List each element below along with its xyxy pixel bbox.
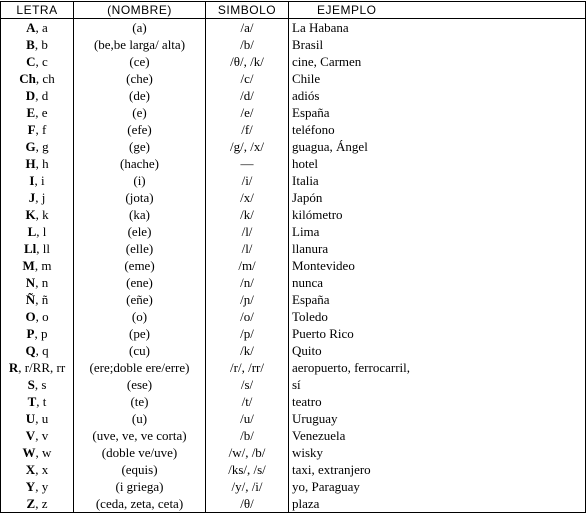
letra-separator: , bbox=[35, 105, 42, 120]
letra-separator: , bbox=[18, 360, 25, 375]
cell-ejemplo: teatro bbox=[289, 393, 586, 410]
table-row bbox=[1, 36, 586, 53]
letra-separator: , bbox=[35, 445, 43, 460]
letra-upper: Ch bbox=[19, 71, 36, 86]
letra-upper: H bbox=[25, 156, 36, 171]
cell-nombre: (e) bbox=[74, 104, 206, 121]
table-row bbox=[1, 359, 586, 376]
letra-upper: E bbox=[26, 105, 36, 120]
cell-letra bbox=[1, 87, 74, 104]
cell-simbolo: /t/ bbox=[206, 393, 289, 410]
table-row bbox=[1, 325, 586, 342]
table-row bbox=[1, 376, 586, 393]
letra-separator: , bbox=[36, 224, 43, 239]
cell-ejemplo: taxi, extranjero bbox=[289, 461, 586, 478]
cell-nombre: (ere;doble ere/erre) bbox=[74, 359, 206, 376]
letra-separator: , bbox=[35, 496, 42, 511]
letra-separator: , bbox=[36, 241, 43, 256]
cell-simbolo: /l/ bbox=[206, 223, 289, 240]
table-row bbox=[1, 172, 586, 189]
cell-nombre: (efe) bbox=[74, 121, 206, 138]
table-row bbox=[1, 308, 586, 325]
letra-separator: , bbox=[35, 71, 43, 86]
cell-ejemplo: yo, Paraguay bbox=[289, 478, 586, 495]
cell-simbolo: /k/ bbox=[206, 342, 289, 359]
table-row bbox=[1, 274, 586, 291]
cell-nombre: (ene) bbox=[74, 274, 206, 291]
letra-lower: z bbox=[41, 496, 48, 511]
cell-nombre: (de) bbox=[74, 87, 206, 104]
table-row bbox=[1, 257, 586, 274]
cell-simbolo: /x/ bbox=[206, 189, 289, 206]
cell-ejemplo: Venezuela bbox=[289, 427, 586, 444]
cell-ejemplo: llanura bbox=[289, 240, 586, 257]
table-body bbox=[1, 19, 586, 513]
table-row bbox=[1, 240, 586, 257]
cell-simbolo: /ɲ/ bbox=[206, 291, 289, 308]
letra-lower: w bbox=[42, 445, 52, 460]
letra-lower: s bbox=[41, 377, 47, 392]
letra-upper: Ll bbox=[23, 241, 37, 256]
cell-nombre: (i) bbox=[74, 172, 206, 189]
cell-nombre: (hache) bbox=[74, 155, 206, 172]
letra-upper: C bbox=[26, 54, 36, 69]
cell-nombre: (ele) bbox=[74, 223, 206, 240]
letra-upper: Q bbox=[25, 343, 36, 358]
cell-letra bbox=[1, 427, 74, 444]
cell-nombre: (che) bbox=[74, 70, 206, 87]
letra-upper: F bbox=[27, 122, 36, 137]
letra-lower: u bbox=[41, 411, 49, 426]
cell-simbolo: /o/ bbox=[206, 308, 289, 325]
header-nombre: (NOMBRE) bbox=[74, 2, 206, 19]
cell-letra bbox=[1, 104, 74, 121]
letra-upper: G bbox=[25, 139, 36, 154]
cell-ejemplo: La Habana bbox=[289, 19, 586, 37]
table-row bbox=[1, 19, 586, 37]
cell-letra bbox=[1, 189, 74, 206]
cell-letra bbox=[1, 19, 74, 37]
cell-letra bbox=[1, 478, 74, 495]
letra-upper: V bbox=[25, 428, 36, 443]
letra-lower: v bbox=[41, 428, 49, 443]
letra-upper: B bbox=[26, 37, 35, 52]
cell-ejemplo: Brasil bbox=[289, 36, 586, 53]
cell-letra bbox=[1, 172, 74, 189]
letra-separator: , bbox=[35, 428, 42, 443]
letra-separator: , bbox=[35, 54, 43, 69]
letra-separator: , bbox=[35, 190, 42, 205]
cell-ejemplo: Montevideo bbox=[289, 257, 586, 274]
table-row bbox=[1, 291, 586, 308]
cell-ejemplo: España bbox=[289, 291, 586, 308]
letra-upper: Y bbox=[25, 479, 36, 494]
cell-letra bbox=[1, 291, 74, 308]
cell-ejemplo: cine, Carmen bbox=[289, 53, 586, 70]
letra-lower: y bbox=[41, 479, 49, 494]
letra-lower: h bbox=[42, 156, 49, 171]
cell-simbolo: /b/ bbox=[206, 36, 289, 53]
cell-simbolo: /p/ bbox=[206, 325, 289, 342]
letra-lower: a bbox=[42, 20, 48, 35]
letra-lower: p bbox=[40, 326, 48, 341]
letra-upper: T bbox=[27, 394, 37, 409]
letra-upper: R bbox=[8, 360, 19, 375]
cell-ejemplo: hotel bbox=[289, 155, 586, 172]
letra-separator: , bbox=[34, 37, 42, 52]
letra-upper: O bbox=[25, 309, 36, 324]
cell-simbolo: /w/, /b/ bbox=[206, 444, 289, 461]
table-row bbox=[1, 478, 586, 495]
cell-nombre: (ceda, zeta, ceta) bbox=[74, 495, 206, 513]
cell-nombre: (eñe) bbox=[74, 291, 206, 308]
letra-separator: , bbox=[35, 462, 42, 477]
cell-ejemplo: Puerto Rico bbox=[289, 325, 586, 342]
letra-separator: , bbox=[35, 156, 43, 171]
table-row bbox=[1, 189, 586, 206]
table-row bbox=[1, 393, 586, 410]
cell-ejemplo: sí bbox=[289, 376, 586, 393]
cell-letra bbox=[1, 495, 74, 513]
letra-separator: , bbox=[35, 411, 42, 426]
letra-lower: o bbox=[42, 309, 49, 324]
table-row bbox=[1, 121, 586, 138]
letra-lower: i bbox=[40, 173, 45, 188]
cell-nombre: (uve, ve, ve corta) bbox=[74, 427, 206, 444]
cell-letra bbox=[1, 155, 74, 172]
letra-lower: q bbox=[42, 343, 49, 358]
cell-letra bbox=[1, 325, 74, 342]
cell-nombre: (doble ve/uve) bbox=[74, 444, 206, 461]
cell-letra bbox=[1, 308, 74, 325]
cell-ejemplo: Chile bbox=[289, 70, 586, 87]
cell-ejemplo: nunca bbox=[289, 274, 586, 291]
cell-ejemplo: kilómetro bbox=[289, 206, 586, 223]
letra-lower: k bbox=[42, 207, 49, 222]
cell-simbolo: /θ/ bbox=[206, 495, 289, 513]
cell-nombre: (o) bbox=[74, 308, 206, 325]
letra-separator: , bbox=[34, 326, 41, 341]
letra-lower: ñ bbox=[41, 292, 49, 307]
table-row bbox=[1, 104, 586, 121]
cell-simbolo: /k/ bbox=[206, 206, 289, 223]
cell-ejemplo: Japón bbox=[289, 189, 586, 206]
letra-separator: , bbox=[35, 122, 43, 137]
cell-nombre: (i griega) bbox=[74, 478, 206, 495]
table-row bbox=[1, 410, 586, 427]
header-simbolo: SIMBOLO bbox=[206, 2, 289, 19]
letra-upper: X bbox=[25, 462, 36, 477]
cell-nombre: (ese) bbox=[74, 376, 206, 393]
letra-lower: ch bbox=[42, 71, 55, 86]
letra-lower: l bbox=[42, 224, 47, 239]
table-row bbox=[1, 342, 586, 359]
cell-simbolo: /ks/, /s/ bbox=[206, 461, 289, 478]
letra-lower: ll bbox=[42, 241, 51, 256]
cell-letra bbox=[1, 240, 74, 257]
letra-separator: , bbox=[36, 394, 43, 409]
cell-letra bbox=[1, 121, 74, 138]
letra-lower: f bbox=[42, 122, 47, 137]
cell-simbolo: /u/ bbox=[206, 410, 289, 427]
cell-simbolo: /l/ bbox=[206, 240, 289, 257]
table-row bbox=[1, 427, 586, 444]
cell-simbolo: /e/ bbox=[206, 104, 289, 121]
header-letra: LETRA bbox=[1, 2, 74, 19]
table-row bbox=[1, 444, 586, 461]
cell-letra bbox=[1, 70, 74, 87]
letra-upper: W bbox=[22, 445, 36, 460]
letra-separator: , bbox=[35, 207, 43, 222]
cell-letra bbox=[1, 393, 74, 410]
table-row bbox=[1, 206, 586, 223]
cell-ejemplo: aeropuerto, ferrocarril, bbox=[289, 359, 586, 376]
cell-simbolo: /b/ bbox=[206, 427, 289, 444]
letra-lower: b bbox=[41, 37, 48, 52]
cell-simbolo: /g/, /x/ bbox=[206, 138, 289, 155]
letra-separator: , bbox=[34, 377, 42, 392]
cell-nombre: (equis) bbox=[74, 461, 206, 478]
table-row bbox=[1, 70, 586, 87]
letra-separator: , bbox=[35, 20, 43, 35]
cell-simbolo: /θ/, /k/ bbox=[206, 53, 289, 70]
cell-nombre: (cu) bbox=[74, 342, 206, 359]
cell-letra bbox=[1, 359, 74, 376]
letra-lower: m bbox=[41, 258, 52, 273]
cell-nombre: (te) bbox=[74, 393, 206, 410]
letra-separator: , bbox=[35, 292, 42, 307]
letra-upper: J bbox=[28, 190, 36, 205]
cell-nombre: (eme) bbox=[74, 257, 206, 274]
table-row bbox=[1, 495, 586, 513]
letra-separator: , bbox=[35, 479, 42, 494]
cell-letra bbox=[1, 376, 74, 393]
table-row bbox=[1, 223, 586, 240]
letra-lower: j bbox=[41, 190, 46, 205]
letra-upper: U bbox=[25, 411, 36, 426]
cell-ejemplo: teléfono bbox=[289, 121, 586, 138]
alphabet-table bbox=[0, 1, 586, 513]
letra-upper: L bbox=[27, 224, 37, 239]
cell-nombre: (ka) bbox=[74, 206, 206, 223]
header-row bbox=[1, 2, 586, 19]
cell-nombre: (a) bbox=[74, 19, 206, 37]
cell-simbolo: /n/ bbox=[206, 274, 289, 291]
letra-lower: x bbox=[41, 462, 49, 477]
table-row bbox=[1, 155, 586, 172]
letra-upper: Z bbox=[26, 496, 36, 511]
cell-simbolo: /r/, /rr/ bbox=[206, 359, 289, 376]
cell-nombre: (elle) bbox=[74, 240, 206, 257]
cell-ejemplo: Lima bbox=[289, 223, 586, 240]
header-ejemplo: EJEMPLO bbox=[289, 2, 586, 19]
cell-nombre: (ce) bbox=[74, 53, 206, 70]
cell-simbolo: /s/ bbox=[206, 376, 289, 393]
cell-letra bbox=[1, 36, 74, 53]
letra-upper: D bbox=[25, 88, 36, 103]
letra-upper: N bbox=[25, 275, 36, 290]
cell-letra bbox=[1, 138, 74, 155]
letra-lower: g bbox=[42, 139, 49, 154]
cell-simbolo: /d/ bbox=[206, 87, 289, 104]
cell-letra bbox=[1, 53, 74, 70]
letra-upper: A bbox=[26, 20, 36, 35]
cell-ejemplo: Toledo bbox=[289, 308, 586, 325]
cell-nombre: (pe) bbox=[74, 325, 206, 342]
letra-lower: n bbox=[41, 275, 49, 290]
letra-upper: S bbox=[27, 377, 35, 392]
cell-simbolo: /a/ bbox=[206, 19, 289, 37]
cell-letra bbox=[1, 410, 74, 427]
letra-upper: K bbox=[25, 207, 36, 222]
letra-upper: M bbox=[22, 258, 35, 273]
letra-lower: r/RR, rr bbox=[24, 360, 66, 375]
letra-lower: d bbox=[41, 88, 49, 103]
cell-letra bbox=[1, 461, 74, 478]
cell-ejemplo: adiós bbox=[289, 87, 586, 104]
letra-separator: , bbox=[35, 343, 43, 358]
cell-nombre: (jota) bbox=[74, 189, 206, 206]
table-row bbox=[1, 87, 586, 104]
cell-ejemplo: plaza bbox=[289, 495, 586, 513]
letra-separator: , bbox=[35, 309, 43, 324]
letra-separator: , bbox=[35, 139, 43, 154]
letra-upper: P bbox=[26, 326, 35, 341]
table-row bbox=[1, 53, 586, 70]
table-row bbox=[1, 461, 586, 478]
cell-ejemplo: Uruguay bbox=[289, 410, 586, 427]
letra-upper: I bbox=[29, 173, 35, 188]
letra-separator: , bbox=[35, 88, 42, 103]
letra-separator: , bbox=[34, 173, 41, 188]
cell-simbolo: — bbox=[206, 155, 289, 172]
cell-ejemplo: Quito bbox=[289, 342, 586, 359]
letra-lower: c bbox=[42, 54, 48, 69]
cell-ejemplo: Italia bbox=[289, 172, 586, 189]
cell-letra bbox=[1, 342, 74, 359]
cell-letra bbox=[1, 223, 74, 240]
letra-separator: , bbox=[35, 275, 42, 290]
letra-separator: , bbox=[34, 258, 42, 273]
cell-letra bbox=[1, 444, 74, 461]
cell-ejemplo: guagua, Ángel bbox=[289, 138, 586, 155]
cell-ejemplo: España bbox=[289, 104, 586, 121]
cell-letra bbox=[1, 274, 74, 291]
cell-nombre: (u) bbox=[74, 410, 206, 427]
cell-simbolo: /y/, /i/ bbox=[206, 478, 289, 495]
cell-ejemplo: wisky bbox=[289, 444, 586, 461]
letra-upper: Ñ bbox=[25, 292, 36, 307]
cell-simbolo: /f/ bbox=[206, 121, 289, 138]
cell-nombre: (be,be larga/ alta) bbox=[74, 36, 206, 53]
cell-simbolo: /m/ bbox=[206, 257, 289, 274]
cell-letra bbox=[1, 257, 74, 274]
cell-simbolo: /c/ bbox=[206, 70, 289, 87]
cell-letra bbox=[1, 206, 74, 223]
cell-simbolo: /i/ bbox=[206, 172, 289, 189]
table-row bbox=[1, 138, 586, 155]
letra-lower: t bbox=[42, 394, 47, 409]
cell-nombre: (ge) bbox=[74, 138, 206, 155]
letra-lower: e bbox=[41, 105, 48, 120]
